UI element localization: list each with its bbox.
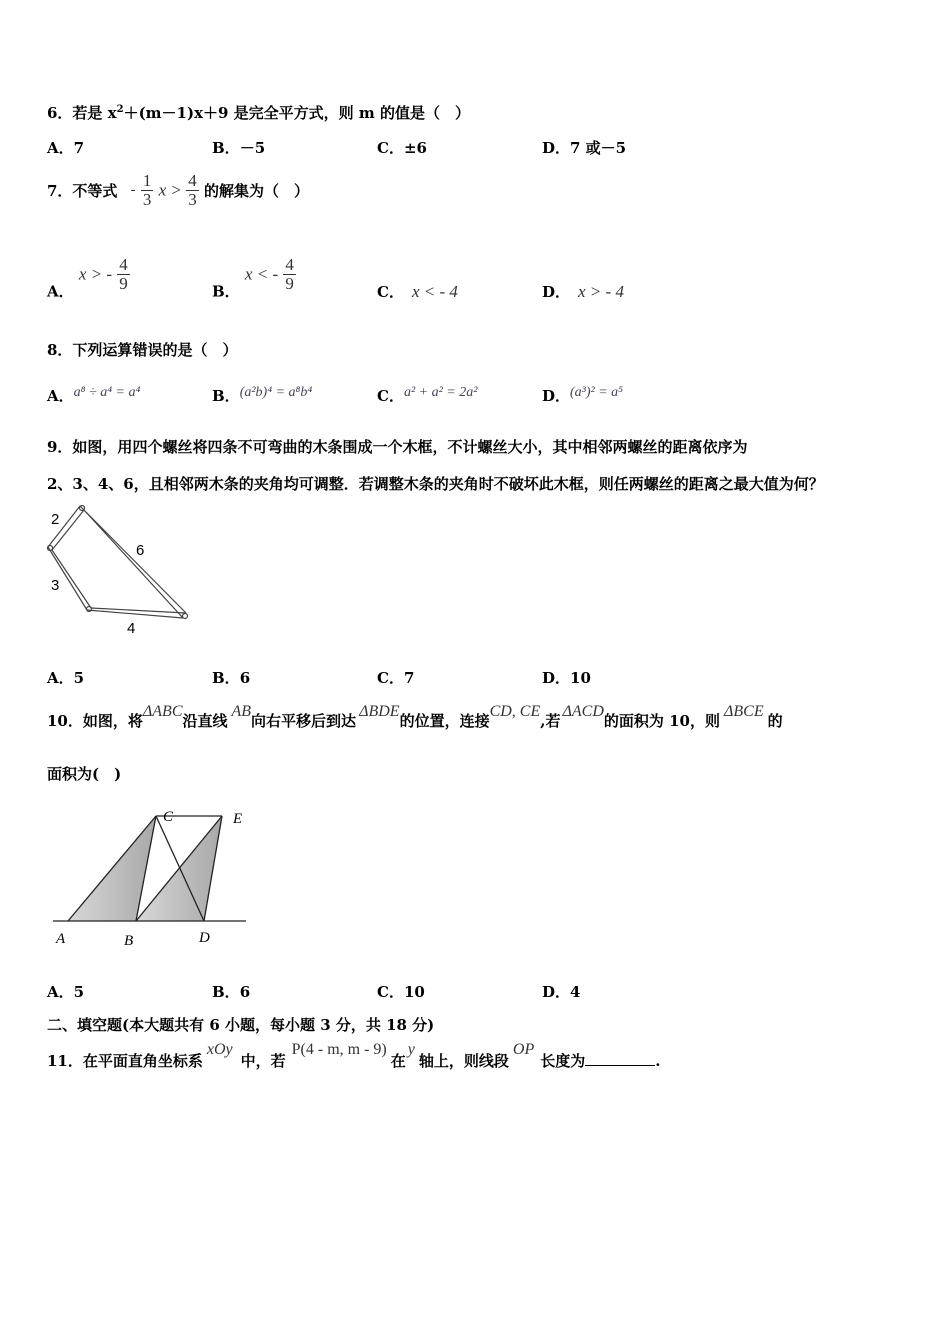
q10-label-b: B [124, 933, 134, 949]
q7-stem: 7．不等式 - $\frac{1}{3}$ x > $\frac{4}{3}$ 的解集为（ ） [47, 171, 309, 209]
q7-option-b: B． x < - $\frac{4}{9}$ [212, 255, 294, 301]
q9-option-c: C．7 [377, 669, 415, 687]
q9-label-4: 4 [127, 620, 136, 637]
q10-option-b: B．6 [212, 983, 251, 1001]
q6-option-d: D．7 或－5 [542, 139, 627, 157]
q9-wooden-frame-figure [40, 500, 200, 640]
q9-label-6: 6 [136, 542, 145, 559]
q10-line2: 面积为( ) [47, 765, 122, 783]
q8-option-d: D．(a³)² = a⁵ [542, 385, 624, 405]
q9-option-d: D．10 [542, 669, 591, 687]
q9-strip-6 [80, 506, 186, 618]
q10-label-d: D [199, 930, 210, 946]
q9-strip-4 [87, 608, 186, 618]
q10-label-e: E [233, 811, 243, 827]
q10-translation-figure [48, 800, 258, 950]
q7-fraction-1-3: $\frac{1}{3}$ [142, 171, 152, 209]
q11-stem: 11．在平面直角坐标系xOy中，若P(4 - m, m - 9)在y轴上，则线段OP长度为 . [47, 1041, 661, 1070]
section2-title: 二、填空题(本大题共有 6 小题，每小题 3 分，共 18 分) [47, 1016, 435, 1034]
q9-label-3: 3 [51, 577, 60, 594]
q9-label-2: 2 [51, 511, 60, 528]
q8-option-c: C．a² + a² = 2a² [377, 385, 478, 405]
q7-fraction-4-3: $\frac{4}{3}$ [188, 171, 197, 209]
q10-option-a: A．5 [47, 983, 85, 1001]
q10-option-c: C．10 [377, 983, 425, 1001]
q7-option-d: D． x > - 4 [542, 282, 624, 301]
q11-answer-blank[interactable] [585, 1065, 655, 1066]
q10-stem: 10．如图，将ΔABC沿直线AB向右平移后到达ΔBDE的位置，连接CD, CE,若ΔACD的面积为 10，则ΔBCE的 [47, 703, 783, 730]
q6-stem: 6．若是 $x^2+(m-1)x+9$ 是完全平方式，则 m 的值是（ ） [47, 104, 471, 122]
q6-option-b: B．－5 [212, 139, 266, 157]
q10-option-d: D．4 [542, 983, 581, 1001]
q6-option-a: A．7 [47, 139, 85, 157]
q7-option-a: A． x > - $\frac{4}{9}$ [47, 255, 128, 301]
q9-option-b: B．6 [212, 669, 251, 687]
q8-stem: 8．下列运算错误的是（ ） [47, 341, 238, 359]
q6-option-c: C．±6 [377, 139, 427, 157]
q9-screw [183, 614, 188, 619]
q9-option-a: A．5 [47, 669, 85, 687]
q10-label-c: C [163, 809, 174, 825]
q9-line2: 2、3、4、6，且相邻两木条的夹角均可调整．若调整木条的夹角时不破坏此木框，则任两螺丝的距离之最大值为何？ [47, 475, 824, 493]
q8-option-b: B．(a²b)⁴ = a⁸b⁴ [212, 385, 313, 405]
q10-label-a: A [56, 931, 66, 947]
q8-option-a: A．a⁸ ÷ a⁴ = a⁴ [47, 385, 141, 405]
q9-line1: 9．如图，用四个螺丝将四条不可弯曲的木条围成一个木框，不计螺丝大小，其中相邻两螺丝的距离依序为 [47, 438, 748, 456]
q7-option-c: C． x < - 4 [377, 282, 458, 301]
